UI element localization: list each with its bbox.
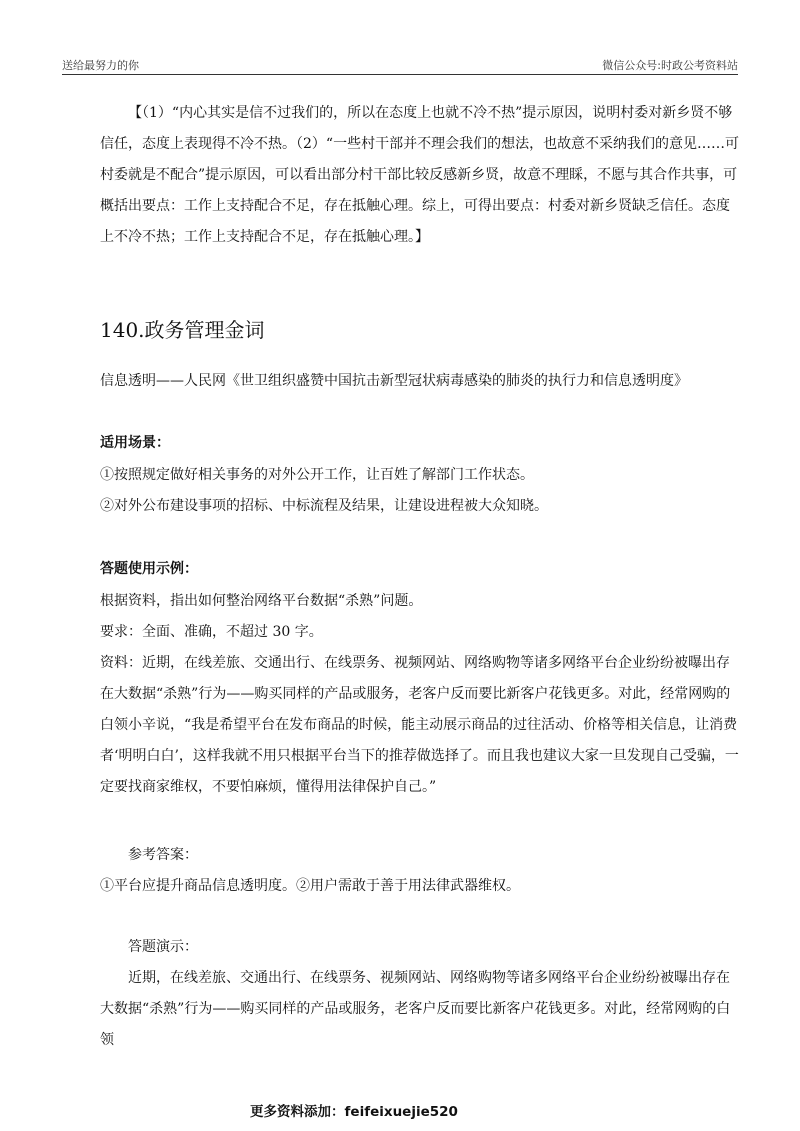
example-question: 根据资料，指出如何整治网络平台数据“杀熟”问题。 <box>100 593 423 609</box>
answer-analysis-paragraph: 【（1）“内心其实是信不过我们的，所以在态度上也就不冷不热”提示原因，说明村委对新乡贤不够信任，态度上表现得不冷不热。（2）“一些村干部并不理会我们的想法，也故意不采纳我们的意见……可村委就是不配合”提示原因，可以看出部分村干部比较反感新乡贤，故意不理睬，不愿与其合作共事，可概括出要点：工作上支持配合不足，存在抵触心理。综上，可得出要点：村委对新乡贤缺乏信任。态度上不冷不热；工作上支持配合不足，存在抵触心理。】 <box>100 105 740 245</box>
page-header <box>62 54 738 75</box>
footer-text: 更多资料添加：feifeixuejie520 <box>250 1104 458 1120</box>
example-material: 资料：近期，在线差旅、交通出行、在线票务、视频网站、网络购物等诸多网络平台企业纷纷被曝出存在大数据“杀熟”行为——购买同样的产品或服务，老客户反而要比新客户花钱更多。对此，经常网购的白领小辛说，“我是希望平台在发布商品的时候，能主动展示商品的过往活动、价格等相关信息，让消费者‘明明白白’，这样我就不用只根据平台当下的推荐做选择了。而且我也建议大家一旦发现自己受骗，一定要找商家维权，不要怕麻烦，懂得用法律保护自己。” <box>100 655 739 795</box>
demo-text: 近期，在线差旅、交通出行、在线票务、视频网站、网络购物等诸多网络平台企业纷纷被曝出存在大数据“杀熟”行为——购买同样的产品或服务，老客户反而要比新客户花钱更多。对此，经常网购的白领 <box>100 970 731 1048</box>
source-line: 信息透明——人民网《世卫组织盛赞中国抗击新型冠状病毒感染的肺炎的执行力和信息透明度》 <box>100 373 688 389</box>
header-right-text: 微信公众号:时政公考资料站 <box>602 59 738 72</box>
header-left-text: 送给最努力的你 <box>62 59 139 72</box>
reference-label: 参考答案： <box>128 847 198 863</box>
scenario-item-2: ②对外公布建设事项的招标、中标流程及结果，让建设进程被大众知晓。 <box>100 498 548 514</box>
example-requirement: 要求：全面、准确，不超过 30 字。 <box>100 624 323 640</box>
reference-answer: ①平台应提升商品信息透明度。②用户需敢于善于用法律武器维权。 <box>100 878 520 894</box>
demo-label: 答题演示： <box>128 939 198 955</box>
scenario-label: 适用场景： <box>100 435 170 451</box>
section-title: 140.政务管理金词 <box>100 318 265 342</box>
scenario-item-1: ①按照规定做好相关事务的对外公开工作，让百姓了解部门工作状态。 <box>100 467 534 483</box>
page-footer <box>0 1100 800 1120</box>
example-label: 答题使用示例： <box>100 561 198 577</box>
